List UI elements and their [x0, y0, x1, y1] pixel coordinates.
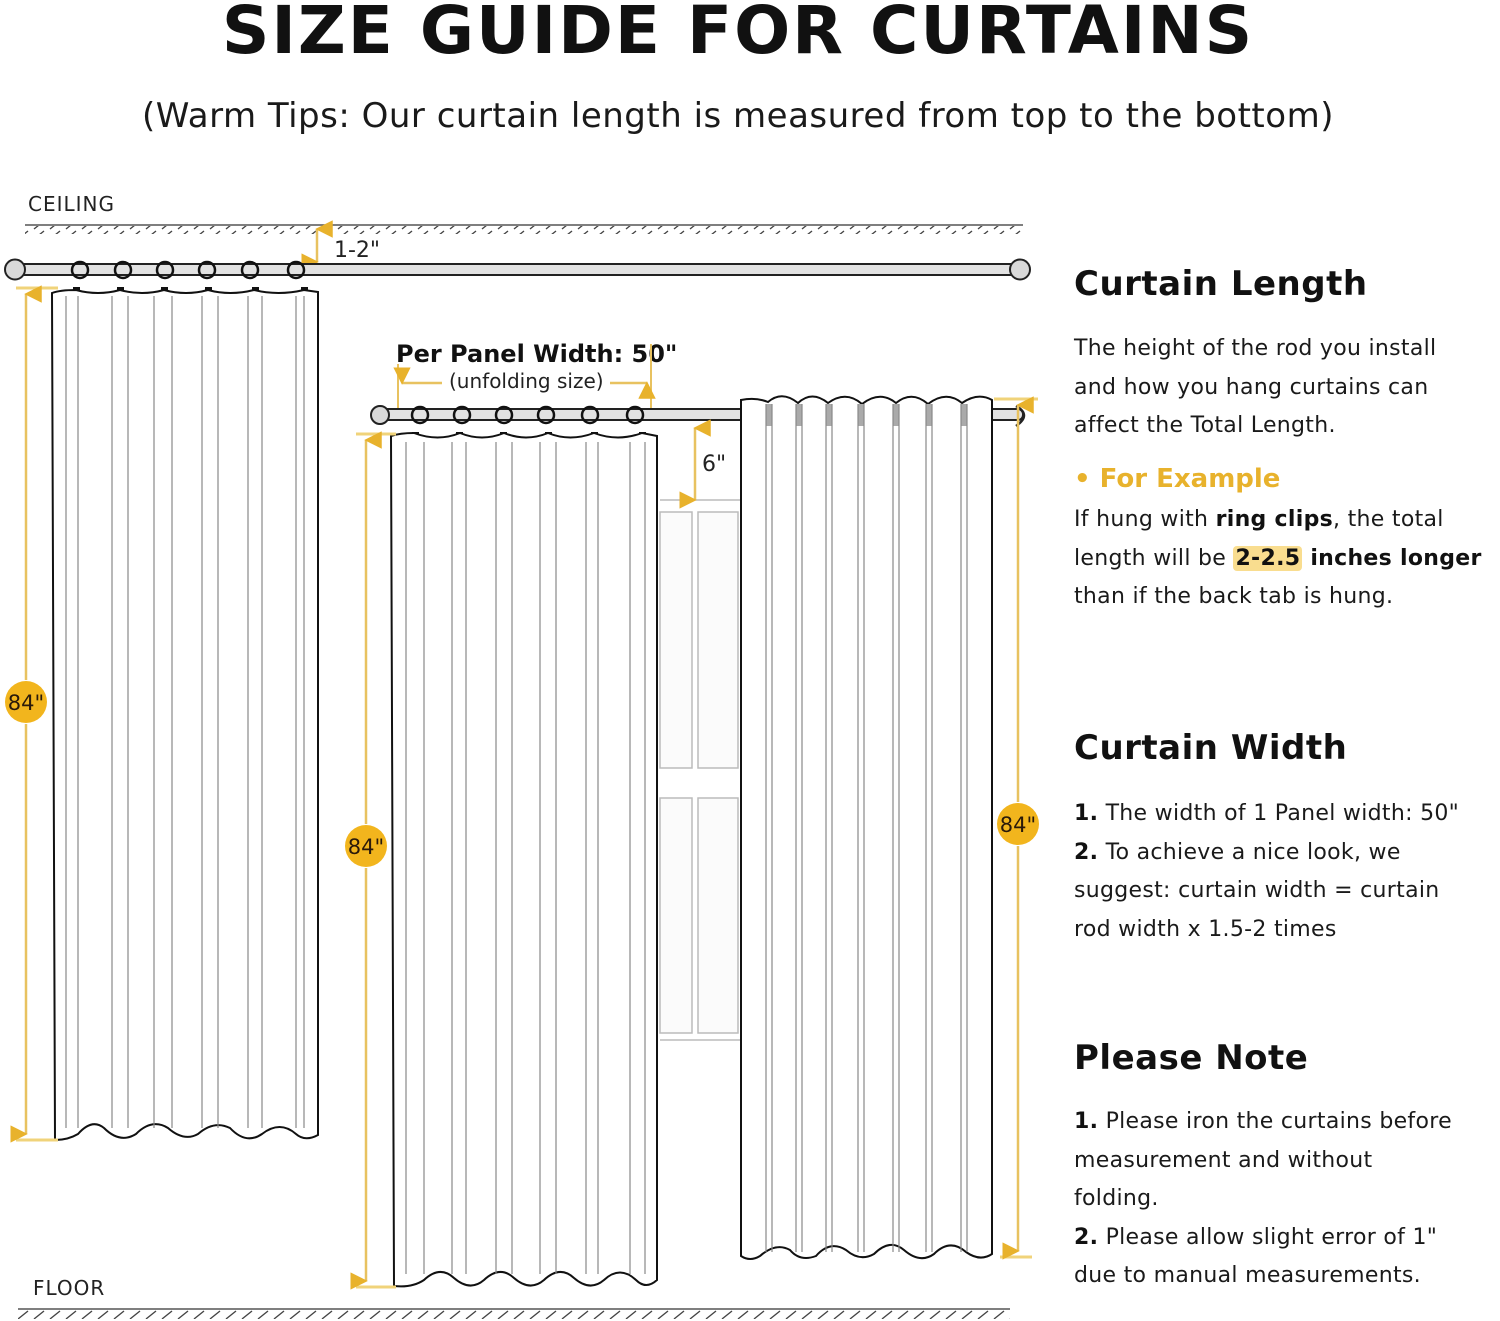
highlight-value: 2-2.5 — [1235, 545, 1301, 571]
please-note-heading: Please Note — [1074, 1038, 1309, 1078]
floor-line — [18, 1309, 1010, 1319]
rod-gap-label: 6" — [702, 452, 727, 477]
panel-width-label: Per Panel Width: 50" — [396, 340, 678, 368]
for-example-heading: • For Example — [1074, 464, 1281, 494]
right-length-badge: 84" — [999, 813, 1037, 837]
rod-to-ceiling-label: 1-2" — [334, 238, 381, 263]
ceiling-label: CEILING — [28, 192, 115, 216]
warm-tips-subtitle: (Warm Tips: Our curtain length is measured from top to the bottom) — [142, 96, 1334, 136]
curtain-width-heading: Curtain Width — [1074, 728, 1348, 768]
window-frame — [660, 500, 740, 1040]
left-curtain-panel — [52, 262, 318, 1140]
curtain-width-text: 1. The width of 1 Panel width: 50" 2. To achieve a nice look, we suggest: curtain width = curtain rod width x 1.5-2 times — [1074, 801, 1460, 942]
floor-label: FLOOR — [33, 1276, 106, 1300]
please-note-text: 1. Please iron the curtains before measurement and without folding. 2. Please allow slight error of 1" due to manual measurements. — [1074, 1109, 1452, 1288]
middle-curtain-panel — [391, 407, 657, 1286]
page-title: SIZE GUIDE FOR CURTAINS — [221, 0, 1255, 69]
middle-length-badge: 84" — [347, 835, 385, 859]
curtain-length-text: The height of the rod you install and how you hang curtains can affect the Total Length. — [1074, 336, 1437, 438]
right-curtain-panel — [741, 396, 992, 1259]
for-example-text: If hung with ring clips, the total length will be 2-2.5 inches longer than if the back tab is hung. — [1074, 507, 1482, 609]
middle-length-dimension — [345, 434, 396, 1287]
ceiling-line — [25, 225, 1023, 234]
panel-width-note: (unfolding size) — [449, 369, 604, 393]
left-length-badge: 84" — [7, 691, 45, 715]
curtain-length-heading: Curtain Length — [1074, 264, 1368, 304]
